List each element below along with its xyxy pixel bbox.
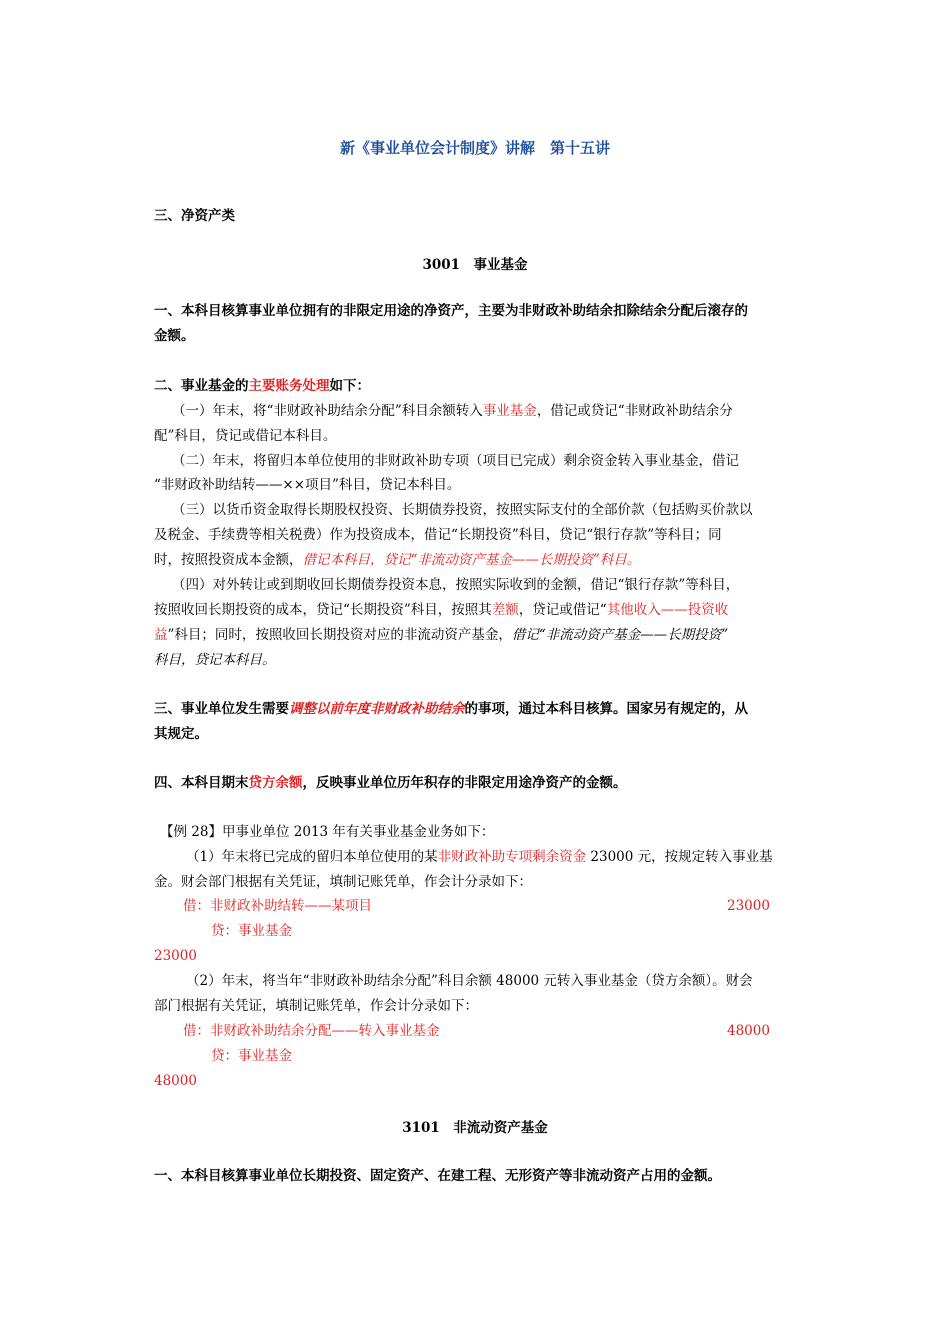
example-2-credit-amount: 48000 [154,1073,197,1089]
example-2-debit: 借：非财政补助结余分配——转入事业基金 [183,1023,440,1039]
highlight: 调整以前年度非财政补助结余 [289,701,465,717]
item-3-line-2: 及税金、手续费等相关税费）作为投资成本，借记“长期投资”科目，贷记“银行存款”等科目；同 [154,527,722,543]
para-3-line-2: 其规定。 [154,726,208,742]
text: ，反映事业单位历年积存的非限定用途净资产的金额。 [302,775,627,791]
item-4-line-3 [154,625,728,645]
text: 二、事业基金的 [154,378,249,394]
item-4-line-2 [154,600,728,620]
item-3-line-3 [154,550,640,570]
para-5: 一、本科目核算事业单位长期投资、固定资产、在建工程、无形资产等非流动资产占用的金额。 [154,1168,721,1184]
text: 如下： [329,378,370,394]
item-4-line-1: （四）对外转让或到期收回长期债券投资本息，按照实际收到的金额，借记“银行存款”等科目， [172,577,740,593]
text: ，借记或贷记“非财政补助结余分 [536,403,733,419]
example-2-line-1: （2）年末，将当年“非财政补助结余分配”科目余额 48000 元转入事业基金（贷方余额）。财会 [186,973,753,989]
example-heading [160,822,494,842]
example-1-line-1 [186,847,773,867]
example-1-credit-amount: 23000 [154,948,197,964]
text: 三、事业单位发生需要 [154,701,289,717]
item-2-line-1: （二）年末，将留归本单位使用的非财政补助专项（项目已完成）剩余资金转入事业基金，借记 [172,453,739,469]
example-label: 【例 28】 [160,824,222,840]
para-1-line-1: 一、本科目核算事业单位拥有的非限定用途的净资产，主要为非财政补助结余扣除结余分配后滚存的 [154,303,748,319]
highlight: 益 [154,627,168,643]
text: 按照收回长期投资的成本，贷记“长期投资”科目，按照其 [154,602,492,618]
highlight: 事业基金 [482,403,537,419]
item-1-line-1 [172,401,733,421]
item-1-line-2: 配”科目，贷记或借记本科目。 [154,428,337,444]
item-2-line-2: “非财政补助结转——××项目”科目，贷记本科目。 [154,477,461,493]
example-1-credit: 贷：事业基金 [211,923,292,939]
example-2-line-2: 部门根据有关凭证，填制记账凭单，作会计分录如下： [154,998,478,1014]
highlight: 其他收入——投资收 [606,602,729,618]
example-1-debit-amount: 23000 [727,898,770,914]
highlight: 贷方余额 [248,775,303,791]
account-heading-3101: 3101 非流动资产基金 [402,1120,548,1136]
italic-text: 借记“非流动资产基金——长期投资” [511,627,729,643]
example-1-debit: 借：非财政补助结转——某项目 [183,898,372,914]
text: 甲事业单位 2013 年有关事业基金业务如下： [221,824,495,840]
item-3-line-1: （三）以货币资金取得长期股权投资、长期债券投资，按照实际支付的全部价款（包括购买价款以 [172,502,753,518]
account-heading-3001: 3001 事业基金 [422,257,528,273]
highlight: 差额 [491,602,519,618]
text: 时，按照投资成本金额， [154,552,303,568]
text: ，贷记或借记“ [518,602,607,618]
example-2-credit: 贷：事业基金 [211,1048,292,1064]
para-2-heading [154,376,370,396]
text: ”科目；同时，按照收回长期投资对应的非流动资产基金， [167,627,512,643]
para-1-line-2: 金额。 [154,328,195,344]
example-2-debit-amount: 48000 [727,1023,770,1039]
highlight: 主要账务处理 [248,378,330,394]
example-1-line-2: 金。财会部门根据有关凭证，填制记账凭单，作会计分录如下： [154,874,532,890]
text: 的事项，通过本科目核算。国家另有规定的，从 [464,701,748,717]
para-3-line-1 [154,699,748,719]
highlight: 借记本科目，贷记“非流动资产基金——长期投资”科目。 [302,552,641,568]
item-4-line-4: 科目，贷记本科目。 [154,652,276,668]
highlight: 非财政补助专项剩余资金 [437,849,587,865]
text: （1）年末将已完成的留归本单位使用的某 [186,849,438,865]
section-heading: 三、净资产类 [154,208,235,224]
text: （一）年末，将“非财政补助结余分配”科目余额转入 [172,403,483,419]
text: 23000 元，按规定转入事业基 [586,849,773,865]
text: 四、本科目期末 [154,775,249,791]
para-4 [154,773,627,793]
page-title: 新《事业单位会计制度》讲解 第十五讲 [339,139,610,157]
